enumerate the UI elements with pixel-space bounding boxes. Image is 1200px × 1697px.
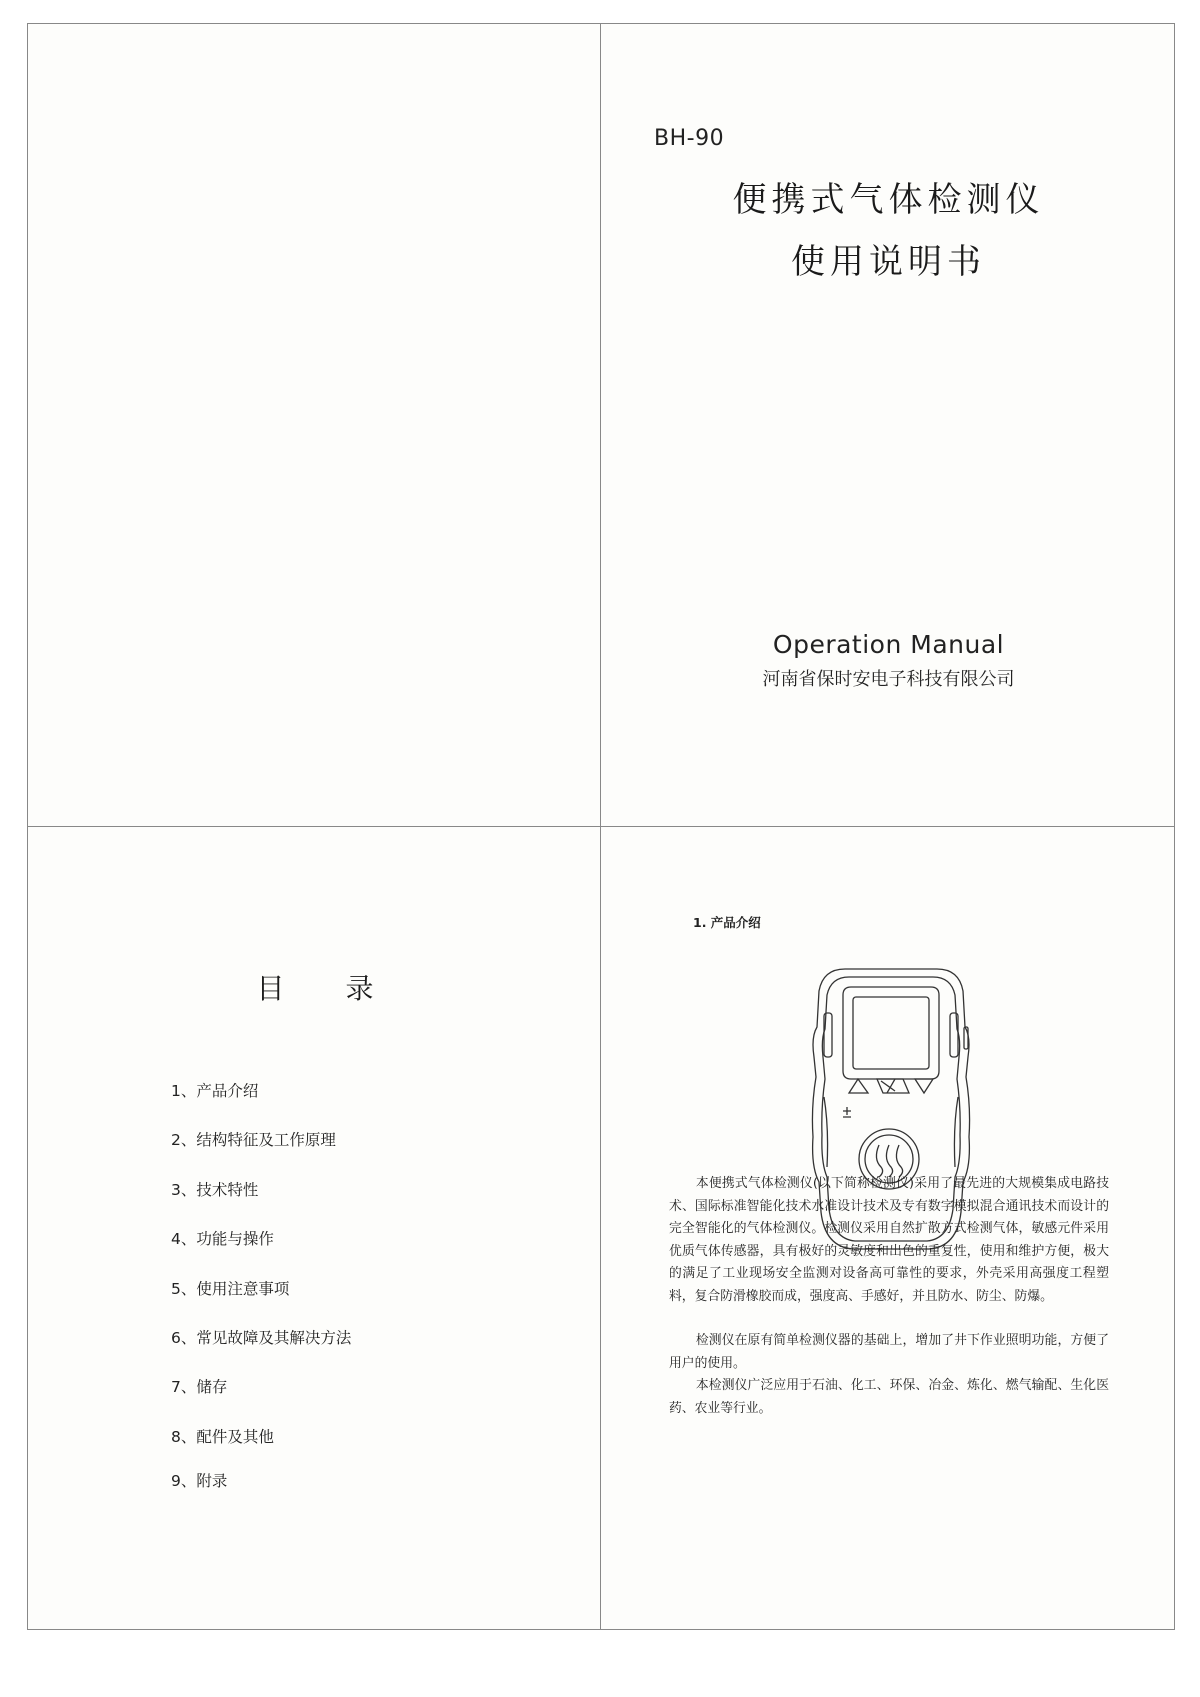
company-name: 河南省保时安电子科技有限公司 — [762, 669, 1015, 690]
toc-item: 3、技术特性 — [171, 1181, 259, 1199]
toc-item: 7、储存 — [171, 1378, 228, 1396]
intro-paragraph-1: 本便携式气体检测仪(以下简称检测仪)采用了最先进的大规模集成电路技术、国际标准智能化技术水准设计技术及专有数字模拟混合通讯技术而设计的完全智能化的气体检测仪。检测仪采用自然扩散方式检测气体，敏感元件采用优质气体传感器，具有极好的灵敏度和出色的重复性，使用和维护方便，极大的满足了工业现场安全监测对设备高可靠性的要求，外壳采用高强度工程塑料，复合防滑橡胶而成，强度高、手感好，并且防水、防尘、防爆。 — [669, 1176, 1109, 1304]
cover-title-line1: 便携式气体检测仪 — [732, 180, 1045, 220]
section-heading: 1. 产品介绍 — [693, 915, 761, 930]
model-number: BH-90 — [654, 126, 725, 151]
toc-item: 2、结构特征及工作原理 — [171, 1131, 336, 1149]
toc-title: 目 录 — [256, 972, 400, 1005]
toc-item: 4、功能与操作 — [171, 1230, 274, 1248]
toc-item: 1、产品介绍 — [171, 1082, 259, 1100]
cover-title-line2: 使用说明书 — [791, 242, 986, 282]
intro-paragraph-3: 本检测仪广泛应用于石油、化工、环保、冶金、炼化、燃气输配、生化医药、农业等行业。 — [669, 1378, 1109, 1416]
cover-subtitle: Operation Manual — [772, 630, 1005, 659]
toc-item: 5、使用注意事项 — [171, 1280, 290, 1298]
toc-item: 9、附录 — [171, 1472, 228, 1490]
toc-item: 8、配件及其他 — [171, 1428, 274, 1446]
product-intro-page — [600, 826, 1175, 1630]
cover-page — [600, 23, 1175, 827]
toc-item: 6、常见故障及其解决方法 — [171, 1329, 352, 1347]
intro-paragraph-2: 检测仪在原有简单检测仪器的基础上，增加了井下作业照明功能，方便了用户的使用。 — [669, 1333, 1109, 1371]
toc-page — [27, 826, 601, 1630]
blank-page — [27, 23, 601, 827]
